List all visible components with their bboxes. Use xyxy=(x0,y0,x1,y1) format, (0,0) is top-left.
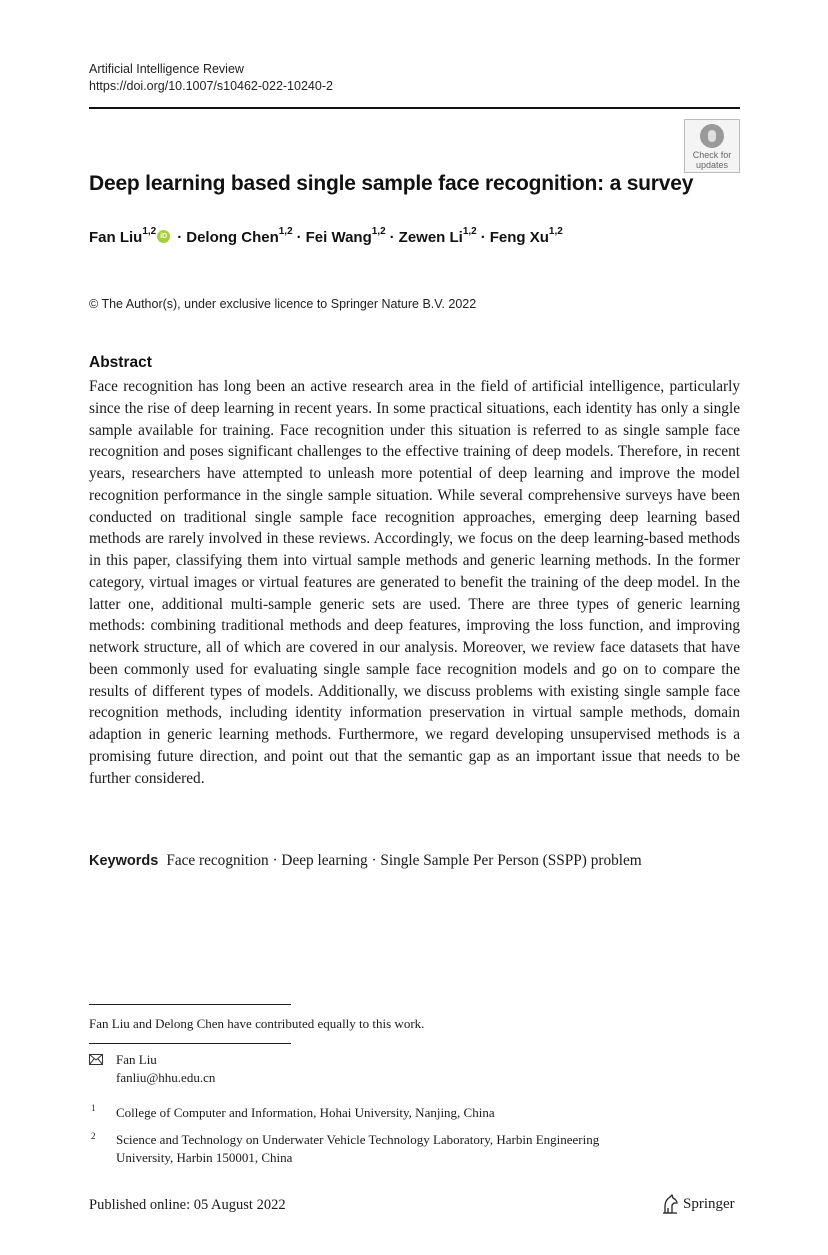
check-for-updates-text: Check for updates xyxy=(692,150,732,170)
header-rule xyxy=(89,107,740,109)
keywords-text: Face recognition · Deep learning · Single Sample Per Person (SSPP) problem xyxy=(166,852,642,869)
author-name[interactable]: Feng Xu xyxy=(489,229,549,246)
keywords xyxy=(89,852,642,870)
publisher-name: Springer xyxy=(683,1195,735,1212)
author-list xyxy=(89,226,563,246)
doi-link[interactable]: https://doi.org/10.1007/s10462-022-10240-2 xyxy=(89,79,333,93)
author-name[interactable]: Fan Liu xyxy=(89,229,143,246)
publisher-logo[interactable] xyxy=(661,1194,735,1214)
author-affiliation: 1,2 xyxy=(371,226,386,237)
keywords-label: Keywords xyxy=(89,853,159,869)
springer-horse-icon xyxy=(661,1194,679,1214)
author-separator: · xyxy=(389,229,395,246)
affiliation-number: 1 xyxy=(91,1103,96,1113)
journal-header xyxy=(89,61,333,95)
author-affiliation: 1,2 xyxy=(142,226,157,237)
author-separator: · xyxy=(480,229,486,246)
corresponding-author-email[interactable]: fanliu@hhu.edu.cn xyxy=(116,1070,216,1085)
footnote-rule xyxy=(89,1004,291,1005)
check-for-updates-badge[interactable] xyxy=(684,119,740,173)
check-for-updates-icon xyxy=(700,124,724,148)
author-name[interactable]: Zewen Li xyxy=(398,229,463,246)
author-name[interactable]: Fei Wang xyxy=(305,229,372,246)
author-affiliation: 1,2 xyxy=(278,226,293,237)
abstract-heading: Abstract xyxy=(89,354,152,371)
equal-contribution-note: Fan Liu and Delong Chen have contributed equally to this work. xyxy=(89,1016,425,1031)
affiliation-number: 2 xyxy=(91,1131,96,1141)
abstract-text: Face recognition has long been an active research area in the field of artificial intelligence, particularly since the rise of deep learning in recent years. In some practical situations, each identity has only a single sample available for training. Face recognition under this situation is referred to as single sample face recognition and poses significant challenges to the effective training of deep models. Therefore, in recent years, researchers have attempted to unleash more potential of deep learning and improve the model recognition performance in the single sample situation. While several comprehensive surveys have been conducted on traditional single sample face recognition approaches, emerging deep learning based methods are rarely involved in these reviews. Accordingly, we focus on the deep learning-based methods in this paper, classifying them into virtual sample methods and generic learning methods. In the former category, virtual images or virtual features are generated to benefit the training of the deep model. In the latter one, additional multi-sample generic sets are used. There are three types of generic learning methods: combining traditional methods and deep features, improving the loss function, and improving network structure, all of which are covered in our analysis. Moreover, we review face datasets that have been commonly used for evaluating single sample face recognition models and go on to compare the results of different types of models. Additionally, we discuss problems with existing single sample face recognition methods, including identity information preservation in virtual sample methods, domain adaption in generic learning methods. Furthermore, we regard developing unsupervised methods is a promising future direction, and point out that the semantic gap as an important issue that needs to be further considered. xyxy=(89,378,740,787)
author-affiliation: 1,2 xyxy=(548,226,563,237)
affiliation-text: College of Computer and Information, Hohai University, Nanjing, China xyxy=(116,1105,495,1120)
published-date: Published online: 05 August 2022 xyxy=(89,1197,286,1213)
envelope-icon xyxy=(89,1054,103,1065)
journal-name: Artificial Intelligence Review xyxy=(89,62,244,76)
author-name[interactable]: Delong Chen xyxy=(186,229,279,246)
author-affiliation: 1,2 xyxy=(462,226,477,237)
copyright-notice: © The Author(s), under exclusive licence to Springer Nature B.V. 2022 xyxy=(89,297,477,311)
affiliation-text: Science and Technology on Underwater Vehicle Technology Laboratory, Harbin Engineering xyxy=(116,1132,600,1147)
corresponding-author-name: Fan Liu xyxy=(116,1052,157,1067)
author-separator: · xyxy=(296,229,302,246)
orcid-icon[interactable]: iD xyxy=(157,230,170,243)
footnote-rule xyxy=(89,1043,291,1044)
author-separator: · xyxy=(177,229,183,246)
paper-title: Deep learning based single sample face recognition: a survey xyxy=(89,172,694,195)
affiliation-text-continued: University, Harbin 150001, China xyxy=(116,1150,293,1165)
